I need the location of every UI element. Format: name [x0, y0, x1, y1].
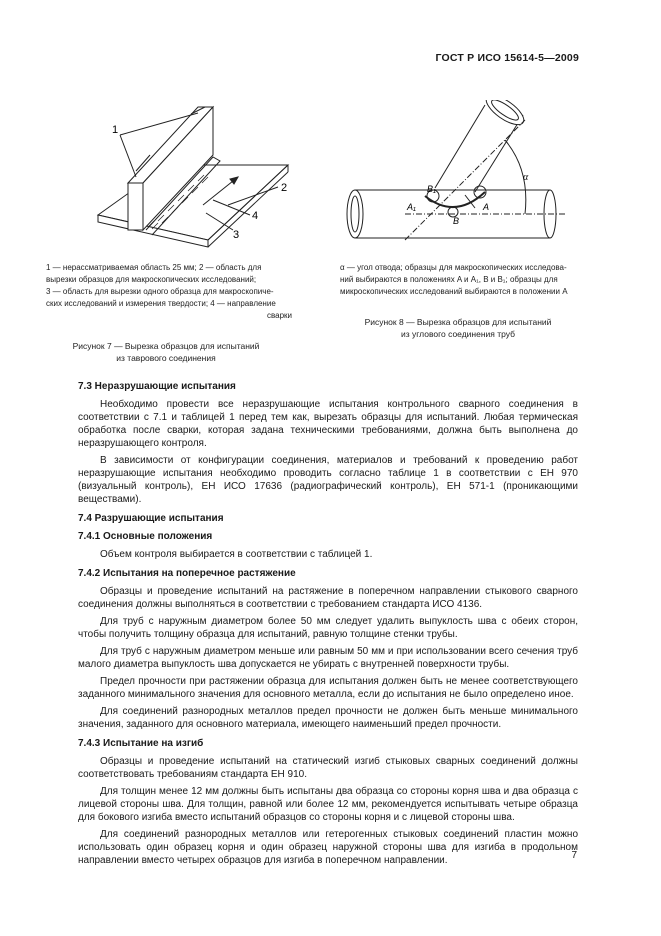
legend-line: сварки	[266, 311, 292, 320]
page-number: 7	[571, 850, 577, 861]
section-heading: 7.4.1 Основные положения	[78, 531, 213, 542]
legend-line: вырезки образцов для макроскопических исследований;	[46, 275, 257, 284]
label-A1: A₁	[407, 202, 416, 212]
figure-8-title	[338, 316, 578, 340]
paragraph: Для труб с наружным диаметром более 50 мм следует удалить выпуклость шва с обеих сторон, чтобы получить толщину образца для испытаний, равную толщине стенки трубы.	[78, 616, 578, 640]
label-4: 4	[252, 210, 259, 222]
paragraph: Образцы и проведение испытаний на растяжение в поперечном направлении стыкового сварного соединения должны выполняться в соответствии с требованием стандарта ИСО 4136.	[78, 586, 578, 610]
legend-line: ний выбираются в положениях A и A₁, B и B₁; образцы для	[340, 275, 558, 284]
section-heading: 7.4 Разрушающие испытания	[78, 513, 224, 524]
figure-8-legend	[340, 262, 575, 298]
legend-line: 1 — нерассматриваемая область 25 мм; 2 — область для	[46, 263, 262, 272]
figure-7-legend	[46, 262, 292, 322]
section-heading: 7.4.2 Испытания на поперечное растяжение	[78, 568, 296, 579]
document-header: ГОСТ Р ИСО 15614-5—2009	[435, 52, 579, 64]
section-heading: 7.4.3 Испытание на изгиб	[78, 738, 204, 749]
legend-line: ских исследований и измерения твердости; 4 — направление	[46, 299, 276, 308]
paragraph: В зависимости от конфигурации соединения, материалов и требований к проведению работ неразрушающие испытания необходимо проводить согласно таблице 1 в соответствии с ЕН 970 (визуальный контроль), ЕН ИСО 17636 (радиографический контроль), ЕН 571-1 (проникающими веществами).	[78, 455, 578, 505]
label-alpha: α	[523, 172, 529, 183]
paragraph: Для толщин менее 12 мм должны быть испытаны два образца со стороны корня шва и два образца с лицевой стороны шва. Для толщин, равной или более 12 мм, рекомендуется испытывать четыре образца для бокового изгиба вместо испытаний образцов со стороны корня и с лицевой стороны шва.	[78, 786, 578, 823]
figure-7-title	[46, 340, 286, 364]
paragraph: Для соединений разнородных металлов или гетерогенных стыковых соединений пластин можно использовать один образец корня и один образец наружной стороны шва для изгиба в продольном направлении вместо четырех образцов для изгиба в поперечном направлении.	[78, 829, 578, 866]
figure-7-tee-joint-drawing	[88, 95, 318, 255]
label-1: 1	[112, 124, 119, 136]
legend-line: микроскопических исследований выбираются в положении A	[340, 287, 568, 296]
figure-title-line: Рисунок 7 — Вырезка образцов для испытаний	[72, 341, 260, 351]
legend-line: 3 — область для вырезки одного образца для макроскопиче-	[46, 287, 274, 296]
label-A: A	[483, 202, 490, 212]
paragraph: Для соединений разнородных металлов предел прочности не должен быть меньше минимального значения, заданного для основного материала, имеющего наименьший предел прочности.	[78, 706, 578, 730]
paragraph: Необходимо провести все неразрушающие испытания контрольного сварного соединения в соответствии с 7.1 и таблицей 1 перед тем как, вырезать образцы для испытаний. Любая термическая обработка после сварки, которая задана техническими требованиями, должна быть выполнена до неразрушающего контроля.	[78, 399, 578, 449]
label-3: 3	[233, 229, 240, 241]
paragraph: Объем контроля выбирается в соответствии с таблицей 1.	[100, 549, 373, 560]
figure-8-pipe-branch-drawing	[345, 100, 580, 252]
body-text	[78, 380, 578, 871]
label-2: 2	[281, 182, 288, 194]
label-B1: B₁	[427, 184, 436, 194]
figure-title-line: из таврового соединения	[116, 353, 216, 363]
paragraph: Предел прочности при растяжении образца для испытания должен быть не менее соответствующего заданного минимального значения для основного металла, если до испытания не было определено иное.	[78, 676, 578, 700]
figure-title-line: Рисунок 8 — Вырезка образцов для испытаний	[364, 317, 552, 327]
figure-title-line: из углового соединения труб	[401, 329, 515, 339]
label-B: B	[453, 216, 460, 226]
section-heading: 7.3 Неразрушающие испытания	[78, 381, 236, 392]
legend-line: α — угол отвода; образцы для макроскопических исследова-	[340, 263, 567, 272]
paragraph: Для труб с наружным диаметром меньше или равным 50 мм и при использовании всего сечения труб малого диаметра выпуклость шва допускается не убирать с внутренней поверхности трубы.	[78, 646, 578, 670]
paragraph: Образцы и проведение испытаний на статический изгиб стыковых сварных соединений должны соответствовать требованиям стандарта ЕН 910.	[78, 756, 578, 780]
